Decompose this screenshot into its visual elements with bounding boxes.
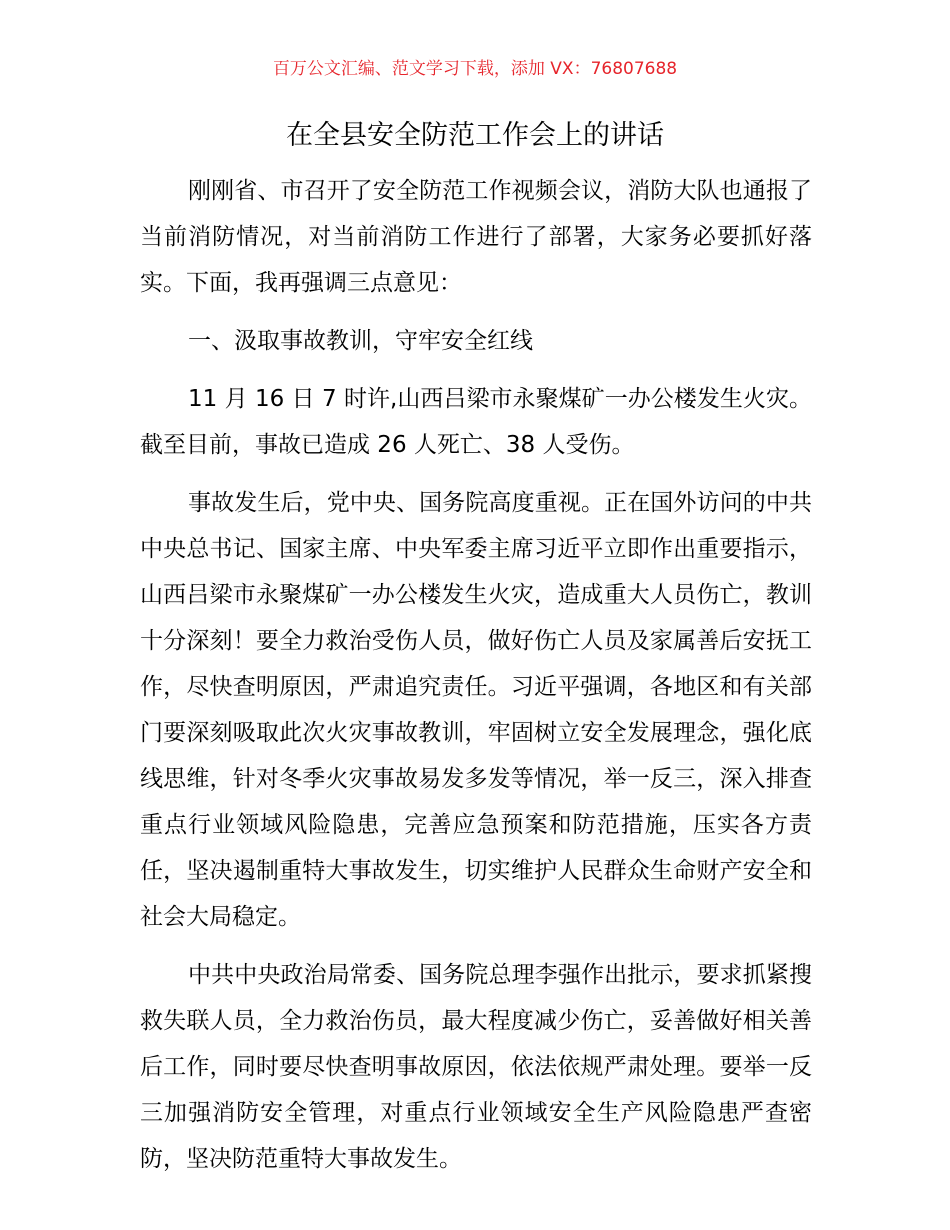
document-title: 在全县安全防范工作会上的讲话 xyxy=(286,120,664,151)
paragraph-premier-instruction: 中共中央政治局常委、国务院总理李强作出批示，要求抓紧搜救失联人员，全力救治伤员，最大程度减少伤亡，妥善做好相关善后工作，同时要尽快查明事故原因，依法依规严肃处理。要举一反三加强消防安全管理，对重点行业领域安全生产风险隐患严查密防，坚决防范重特大事故发生。 xyxy=(140,962,812,1172)
paragraph-intro: 刚刚省、市召开了安全防范工作视频会议，消防大队也通报了当前消防情况，对当前消防工作进行了部署，大家务必要抓好落实。下面，我再强调三点意见： xyxy=(140,178,812,296)
section-heading-1: 一、汲取事故教训，守牢安全红线 xyxy=(188,328,533,354)
paragraph-incident: 11 月 16 日 7 时许,山西吕梁市永聚煤矿一办公楼发生火灾。截至目前，事故已造成 26 人死亡、38 人受伤。 xyxy=(140,386,812,458)
header-note: 百万公文汇编、范文学习下载，添加 VX：76807688 xyxy=(272,59,678,79)
document-body xyxy=(140,168,812,1194)
paragraph-central-instruction: 事故发生后，党中央、国务院高度重视。正在国外访问的中共中央总书记、国家主席、中央军委主席习近平立即作出重要指示，山西吕梁市永聚煤矿一办公楼发生火灾，造成重大人员伤亡，教训十分深刻！要全力救治受伤人员，做好伤亡人员及家属善后安抚工作，尽快查明原因，严肃追究责任。习近平强调，各地区和有关部门要深刻吸取此次火灾事故教训，牢固树立安全发展理念，强化底线思维，针对冬季火灾事故易发多发等情况，举一反三，深入排查重点行业领域风险隐患，完善应急预案和防范措施，压实各方责任，坚决遏制重特大事故发生，切实维护人民群众生命财产安全和社会大局稳定。 xyxy=(140,490,812,930)
